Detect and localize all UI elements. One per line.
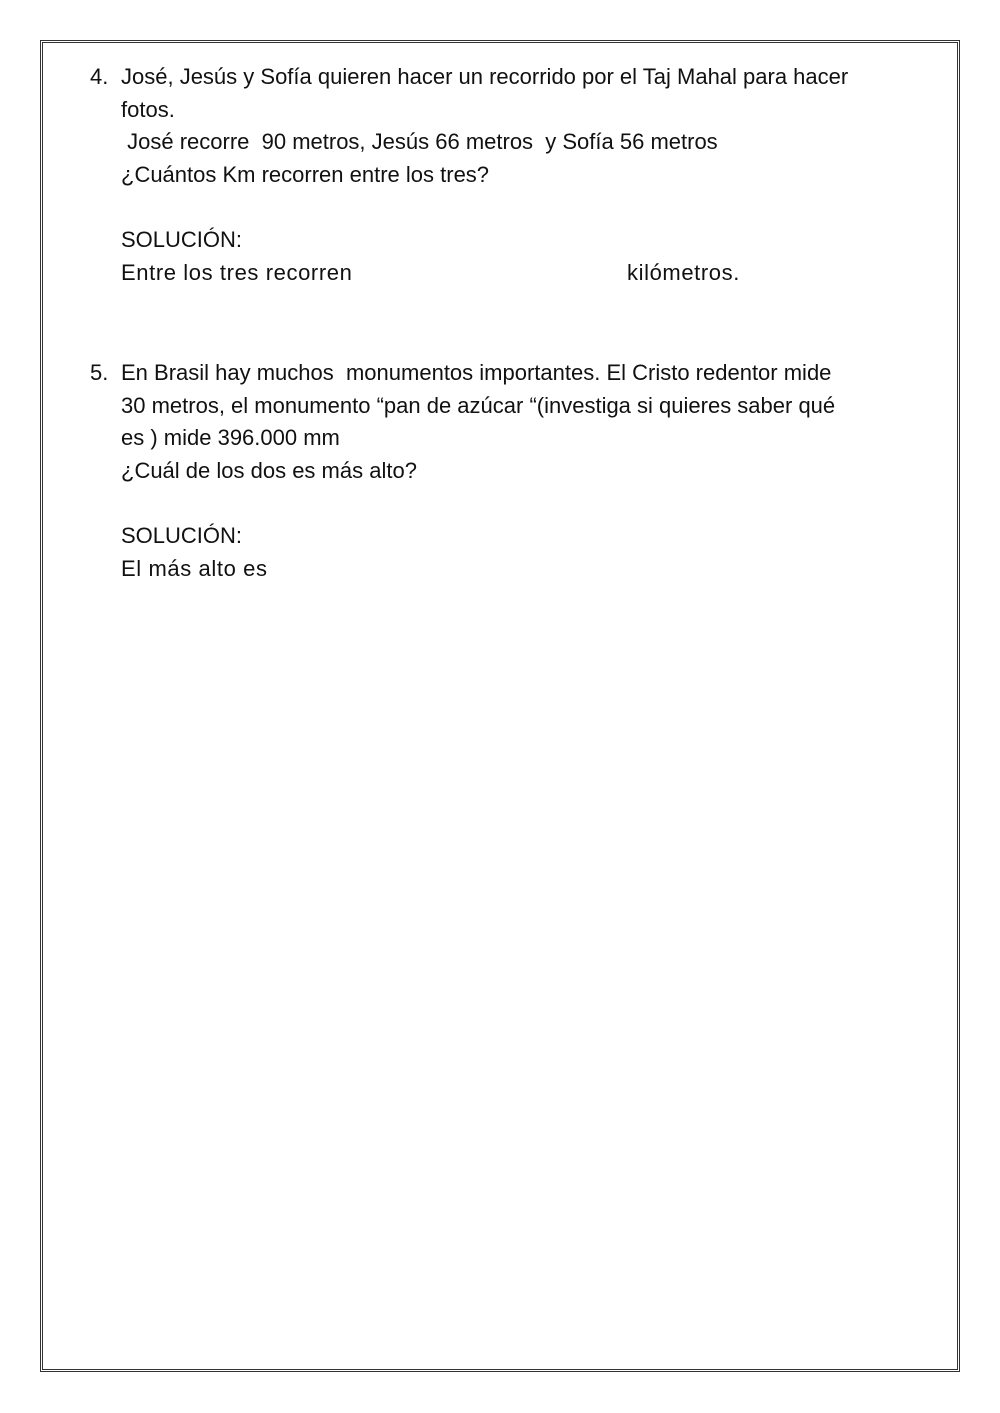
problem-text-line: En Brasil hay muchos monumentos importantes. El Cristo redentor mide [121, 360, 832, 385]
problem-text-line: 30 metros, el monumento “pan de azúcar “(investiga si quieres saber qué [121, 392, 836, 418]
problem-text-line: José, Jesús y Sofía quieren hacer un recorrido por el Taj Mahal para hacer [121, 64, 849, 89]
solution-label: SOLUCIÓN: [121, 226, 243, 252]
problem-5 [90, 357, 930, 585]
answer-prefix: Entre los tres recorren [121, 259, 353, 285]
problem-4 [90, 61, 930, 289]
problem-text-line: ¿Cuántos Km recorren entre los tres? [121, 161, 490, 187]
answer-row [121, 257, 930, 290]
problem-number: 5. [90, 360, 109, 385]
answer-row [121, 553, 930, 586]
problem-body [121, 61, 930, 289]
problem-text-line: es ) mide 396.000 mm [121, 425, 340, 451]
answer-suffix: kilómetros. [627, 259, 740, 285]
problem-number: 4. [90, 64, 109, 89]
problem-text-line: fotos. [121, 96, 175, 122]
spacer [121, 191, 930, 224]
solution-label: SOLUCIÓN: [121, 522, 243, 548]
problem-text-line: ¿Cuál de los dos es más alto? [121, 457, 417, 483]
answer-prefix: El más alto es [121, 555, 268, 581]
spacer [121, 487, 930, 520]
problem-text-line: José recorre 90 metros, Jesús 66 metros y Sofía 56 metros [121, 129, 718, 155]
problem-body [121, 357, 930, 585]
